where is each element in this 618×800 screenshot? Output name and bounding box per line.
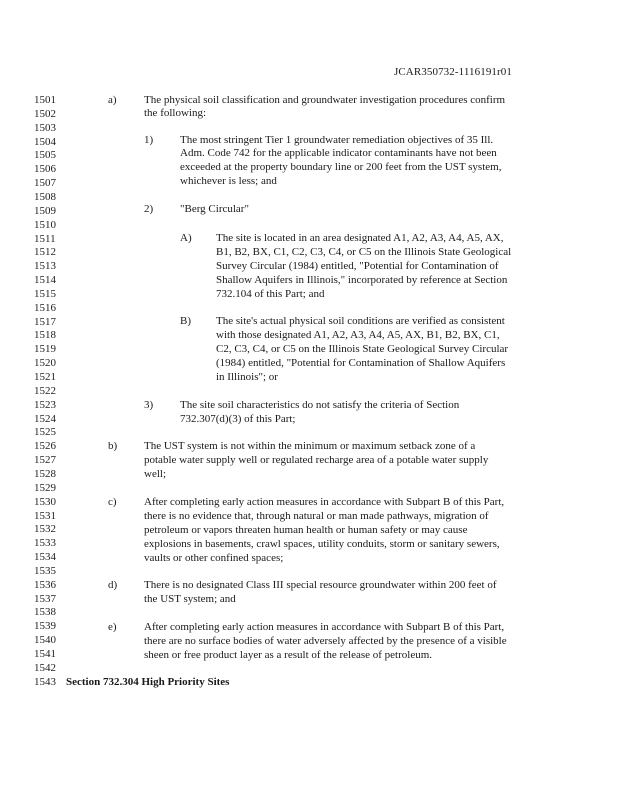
item-a2B-line: with those designated A1, A2, A3, A4, A5, AX, B1, B2, BX, C1, <box>216 329 500 341</box>
line-number: 1501 <box>34 94 56 106</box>
item-d-line: There is no designated Class III special resource groundwater within 200 feet of <box>144 579 497 591</box>
item-a-line: the following: <box>144 107 207 119</box>
line-number: 1536 <box>34 579 56 591</box>
line-number: 1532 <box>34 523 56 535</box>
line-number: 1539 <box>34 620 56 632</box>
line-number: 1506 <box>34 163 56 175</box>
line-number: 1522 <box>34 385 56 397</box>
line-number: 1529 <box>34 482 56 494</box>
item-a2B-line: in Illinois"; or <box>216 371 278 383</box>
item-c-line: After completing early action measures in accordance with Subpart B of this Part, <box>144 496 505 508</box>
item-a2B-line: (1984) entitled, "Potential for Contamination of Shallow Aquifers <box>216 357 506 369</box>
line-number: 1538 <box>34 606 56 618</box>
item-a3-label: 3) <box>144 399 154 411</box>
line-number: 1518 <box>34 329 56 341</box>
item-e-line: sheen or free product layer as a result of the release of petroleum. <box>144 649 433 661</box>
line-number: 1524 <box>34 413 56 425</box>
line-number: 1540 <box>34 634 56 646</box>
line-number: 1526 <box>34 440 56 452</box>
item-b-label: b) <box>108 440 118 452</box>
line-number: 1542 <box>34 662 56 674</box>
item-d-label: d) <box>108 579 118 591</box>
item-a2-line: "Berg Circular" <box>180 203 249 215</box>
item-a2A-line: B1, B2, BX, C1, C2, C3, C4, or C5 on the Illinois State Geological <box>216 246 512 258</box>
item-a-line: The physical soil classification and groundwater investigation procedures confirm <box>144 94 506 106</box>
line-number: 1505 <box>34 149 56 161</box>
line-number: 1527 <box>34 454 56 466</box>
line-number: 1537 <box>34 593 56 605</box>
line-number: 1543 <box>34 676 56 688</box>
line-number: 1541 <box>34 648 56 660</box>
section-heading: Section 732.304 High Priority Sites <box>66 676 230 688</box>
line-number: 1534 <box>34 551 56 563</box>
line-number: 1525 <box>34 426 56 438</box>
line-number: 1520 <box>34 357 56 369</box>
line-number: 1519 <box>34 343 56 355</box>
item-d-line: the UST system; and <box>144 593 236 605</box>
line-number: 1504 <box>34 136 56 148</box>
item-b-line: The UST system is not within the minimum or maximum setback zone of a <box>144 440 476 452</box>
line-number: 1516 <box>34 302 56 314</box>
line-number: 1535 <box>34 565 56 577</box>
line-number: 1510 <box>34 219 56 231</box>
item-a2A-line: Shallow Aquifers in Illinois," incorporated by reference at Section <box>216 274 508 286</box>
line-number: 1530 <box>34 496 56 508</box>
item-b-line: well; <box>144 468 166 480</box>
line-number: 1515 <box>34 288 56 300</box>
item-c-line: vaults or other confined spaces; <box>144 552 284 564</box>
line-number: 1528 <box>34 468 56 480</box>
line-number: 1508 <box>34 191 56 203</box>
item-a1-line: exceeded at the property boundary line or 200 feet from the UST system, <box>180 161 502 173</box>
item-a2A-line: Survey Circular (1984) entitled, "Potential for Contamination of <box>216 260 499 272</box>
item-e-line: there are no surface bodies of water adversely affected by the presence of a visible <box>144 635 507 647</box>
item-a2B-line: The site's actual physical soil conditions are verified as consistent <box>216 315 505 327</box>
item-a2B-line: C2, C3, C4, or C5 on the Illinois State Geological Survey Circular <box>216 343 509 355</box>
line-number: 1517 <box>34 316 56 328</box>
line-number: 1509 <box>34 205 56 217</box>
line-number: 1511 <box>34 233 56 245</box>
line-number: 1503 <box>34 122 56 134</box>
item-a2-label: 2) <box>144 203 154 215</box>
line-number: 1521 <box>34 371 56 383</box>
item-a1-line: The most stringent Tier 1 groundwater remediation objectives of 35 Ill. <box>180 134 494 146</box>
item-a3-line: 732.307(d)(3) of this Part; <box>180 413 296 425</box>
item-a3-line: The site soil characteristics do not satisfy the criteria of Section <box>180 399 460 411</box>
item-a2B-label: B) <box>180 315 191 327</box>
line-number: 1512 <box>34 246 56 258</box>
item-c-line: explosions in basements, crawl spaces, utility conduits, storm or sanitary sewers, <box>144 538 500 550</box>
line-number: 1513 <box>34 260 56 272</box>
item-c-line: petroleum or vapors threaten human health or human safety or may cause <box>144 524 468 536</box>
item-c-line: there is no evidence that, through natural or man made pathways, migration of <box>144 510 489 522</box>
line-number: 1523 <box>34 399 56 411</box>
line-number: 1502 <box>34 108 56 120</box>
item-a1-line: Adm. Code 742 for the applicable indicator contaminants have not been <box>180 147 497 159</box>
line-number: 1533 <box>34 537 56 549</box>
item-b-line: potable water supply well or regulated recharge area of a potable water supply <box>144 454 489 466</box>
item-c-label: c) <box>108 496 117 508</box>
item-a2A-line: 732.104 of this Part; and <box>216 288 325 300</box>
item-a-label: a) <box>108 94 117 106</box>
line-number: 1514 <box>34 274 56 286</box>
line-number: 1531 <box>34 510 56 522</box>
item-a2A-label: A) <box>180 232 192 244</box>
document-id-header: JCAR350732-1116191r01 <box>393 66 512 78</box>
item-a1-label: 1) <box>144 134 154 146</box>
line-number: 1507 <box>34 177 56 189</box>
item-e-line: After completing early action measures in accordance with Subpart B of this Part, <box>144 621 505 633</box>
item-a2A-line: The site is located in an area designated A1, A2, A3, A4, A5, AX, <box>216 232 504 244</box>
item-a1-line: whichever is less; and <box>180 175 277 187</box>
item-e-label: e) <box>108 621 117 633</box>
